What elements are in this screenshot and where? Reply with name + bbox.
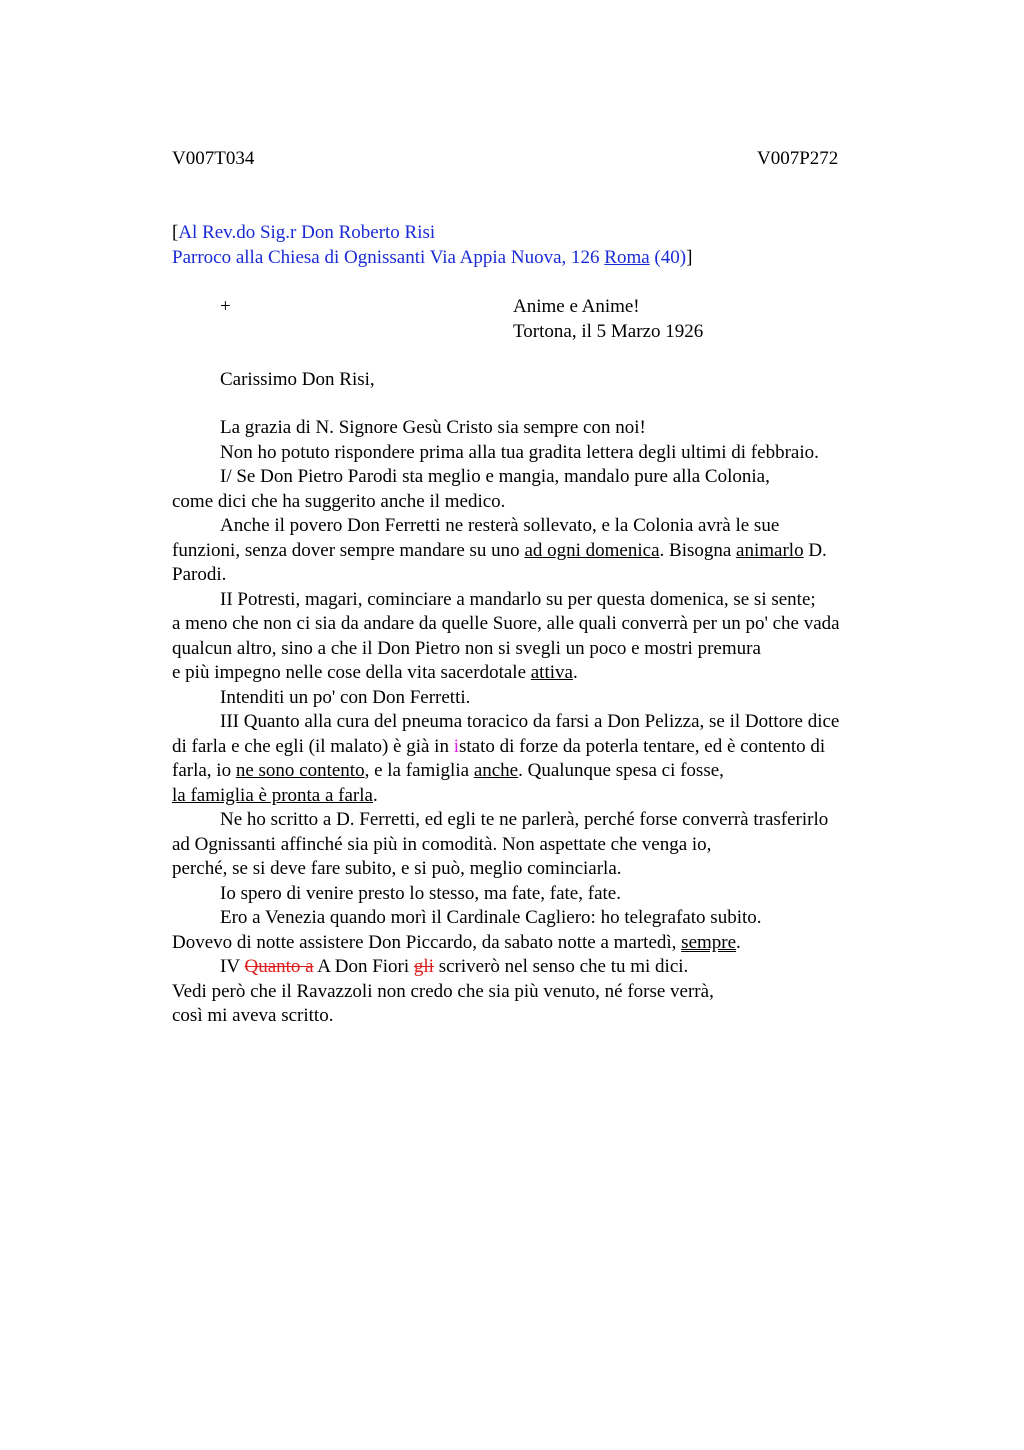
motto-and-date	[513, 295, 703, 344]
body-line: Ne ho scritto a D. Ferretti, ed egli te ne parlerà, perché forse converrà trasferirlo	[220, 809, 829, 830]
text-run: D.	[803, 539, 827, 561]
bracket-close: ]	[686, 246, 693, 268]
body-line	[172, 735, 912, 760]
text-run: IV	[220, 956, 245, 977]
text-run: e più impegno nelle cose della vita sacerdotale	[172, 662, 531, 683]
address-line-2	[172, 246, 692, 271]
underlined-text: ne sono contento	[235, 760, 365, 781]
cross-symbol: +	[220, 296, 231, 317]
underlined-text: attiva	[530, 662, 573, 683]
body-line: a meno che non ci sia da andare da quelle Suore, alle quali converrà per un po' che vada	[172, 613, 840, 634]
text-run: .	[736, 931, 741, 953]
deleted-text: Quanto a	[244, 956, 314, 977]
text-run: funzioni, senza dover sempre mandare su uno	[172, 539, 525, 561]
body-line: Io spero di venire presto lo stesso, ma fate, fate, fate.	[220, 882, 621, 904]
text-run: farla, io	[172, 760, 236, 781]
body-line	[172, 661, 912, 686]
motto: Anime e Anime!	[513, 296, 640, 317]
text-run: Dovevo di notte assistere Don Piccardo, da sabato notte a martedì,	[172, 931, 682, 953]
body-line: qualcun altro, sino a che il Don Pietro non si svegli un poco e mostri premura	[172, 637, 761, 659]
underlined-text: animarlo	[736, 539, 804, 561]
body-line: II Potresti, magari, cominciare a mandarlo su per questa domenica, se si sente;	[220, 588, 816, 610]
body-line	[172, 539, 912, 564]
text-run: . Bisogna	[659, 539, 737, 561]
text-run: A Don Fiori	[313, 956, 414, 977]
inserted-letter: i	[453, 735, 459, 757]
body-line: Vedi però che il Ravazzoli non credo che sia più venuto, né forse verrà,	[172, 980, 714, 1002]
text-run: scriverò nel senso che tu mi dici.	[433, 956, 689, 977]
recipient-city: Roma	[604, 246, 650, 268]
underlined-text: ad ogni domenica	[524, 539, 660, 561]
recipient-address: Parroco alla Chiesa di Ognissanti Via Appia Nuova, 126	[172, 246, 605, 268]
greeting: Carissimo Don Risi,	[220, 369, 375, 390]
bracket-open: [	[172, 222, 179, 243]
text-run: . Qualunque spesa ci fosse,	[518, 760, 724, 781]
body-line: perché, se si deve fare subito, e si può, meglio cominciarla.	[172, 858, 622, 879]
recipient-name: Al Rev.do Sig.r Don Roberto Risi	[178, 222, 436, 243]
body-line: La grazia di N. Signore Gesù Cristo sia sempre con noi!	[220, 417, 646, 438]
double-underlined-text: sempre	[681, 931, 737, 953]
body-line	[172, 931, 912, 956]
text-run: di farla e che egli (il malato) è già in	[172, 735, 454, 757]
text-run: .	[572, 662, 578, 683]
text-run: stato di forze da poterla tentare, ed è contento di	[459, 735, 826, 757]
underlined-text: la famiglia è pronta a farla	[172, 784, 373, 806]
document-code-left: V007T034	[172, 148, 255, 169]
place-date: Tortona, il 5 Marzo 1926	[513, 320, 704, 342]
body-line: Intenditi un po' con Don Ferretti.	[220, 686, 471, 708]
body-line: I/ Se Don Pietro Parodi sta meglio e mangia, mandalo pure alla Colonia,	[220, 466, 770, 487]
body-line	[172, 955, 912, 980]
text-run: , e la famiglia	[364, 760, 474, 781]
page-code-right: V007P272	[757, 148, 839, 169]
body-line: ad Ognissanti affinché sia più in comodità. Non aspettate che venga io,	[172, 833, 712, 855]
address-line-1	[172, 221, 692, 246]
body-line: Parodi.	[172, 564, 227, 585]
body-line	[172, 759, 912, 784]
recipient-postcode: (40)	[649, 246, 687, 268]
letter-body	[172, 416, 912, 1029]
body-line: così mi aveva scritto.	[172, 1005, 334, 1026]
address-block	[172, 221, 692, 270]
text-run: .	[372, 784, 378, 806]
body-line: Anche il povero Don Ferretti ne resterà sollevato, e la Colonia avrà le sue	[220, 515, 780, 536]
underlined-text: anche	[473, 760, 519, 781]
body-line	[172, 784, 912, 809]
deleted-text: gli	[413, 956, 434, 977]
body-line: come dici che ha suggerito anche il medico.	[172, 490, 506, 512]
body-line: Ero a Venezia quando morì il Cardinale Cagliero: ho telegrafato subito.	[220, 907, 762, 928]
body-line: III Quanto alla cura del pneuma toracico da farsi a Don Pelizza, se il Dottore dice	[220, 711, 840, 732]
body-line: Non ho potuto rispondere prima alla tua gradita lettera degli ultimi di febbraio.	[220, 441, 819, 463]
